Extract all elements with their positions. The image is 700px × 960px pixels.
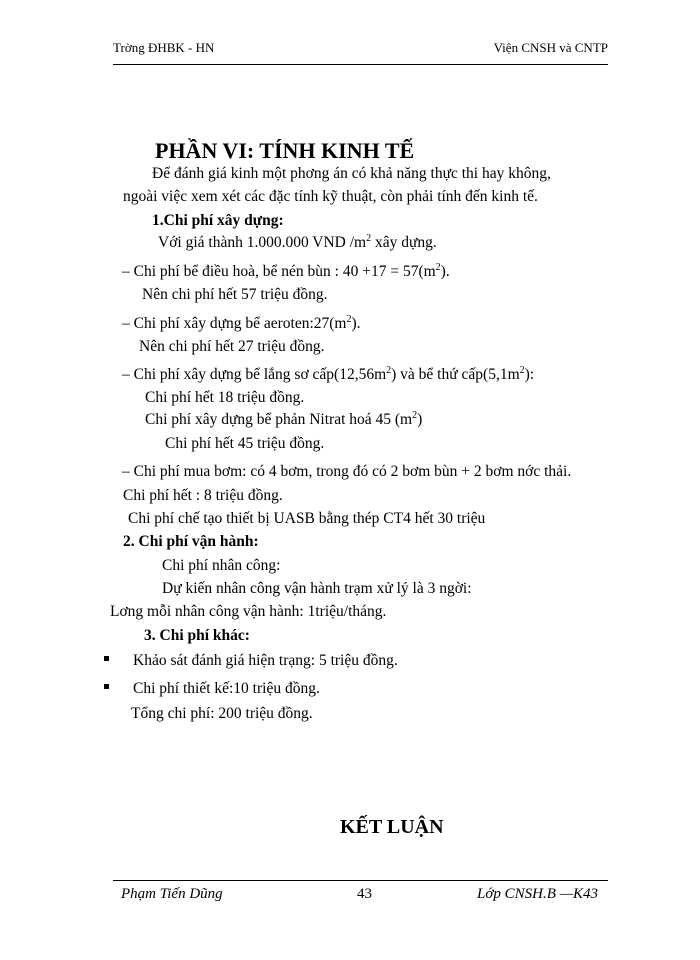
- section-title: PHẦN VI: TÍNH KINH TẾ: [155, 138, 415, 163]
- aerotank-cost: Nên chi phí hết 27 triệu đồng.: [139, 338, 325, 355]
- design-line: Chi phí thiết kế:10 triệu đồng.: [133, 680, 320, 697]
- bullet-icon: [104, 656, 109, 661]
- settling-tank-cost: Chi phí hết 18 triệu đồng.: [145, 389, 305, 406]
- equalization-tank-line: – Chi phí bể điều hoà, bể nén bùn : $40 +17 = 57(m^2)$.: [122, 261, 450, 280]
- total-line: Tổng chi phí: 200 triệu đồng.: [131, 705, 313, 722]
- settling-tank-line: – Chi phí xây dựng bể lắng sơ $cấp(12,56m^2)$ và bể thứ $cấp(5,1m^2)$:: [122, 364, 535, 383]
- page-number: 43: [357, 886, 372, 902]
- footer-class: Lớp CNSH.B —K43: [477, 886, 598, 902]
- labor-line: Chi phí nhân công:: [162, 557, 281, 574]
- header-left: Trờng ĐHBK - HN: [113, 40, 215, 55]
- denitrification-cost: Chi phí hết 45 triệu đồng.: [165, 435, 325, 452]
- conclusion-title: KẾT LUẬN: [340, 816, 444, 838]
- bullet-icon: [104, 684, 109, 689]
- pump-line: – Chi phí mua bơm: có 4 bơm, trong đó có 2 bơm bùn + 2 bơm nớc thải.: [122, 463, 572, 480]
- staff-line: Dự kiến nhân công vận hành trạm xử lý là 3 ngời:: [162, 580, 472, 597]
- header-divider: [113, 64, 608, 65]
- survey-line: Khảo sát đánh giá hiện trạng: 5 triệu đồng.: [133, 652, 398, 669]
- header-right: Viện CNSH và CNTP: [493, 40, 608, 55]
- footer-author: Phạm Tiến Dũng: [121, 886, 223, 902]
- pump-cost: Chi phí hết : 8 triệu đồng.: [123, 487, 283, 504]
- footer-divider: [113, 880, 608, 881]
- intro-line-1: Để đánh giá kinh một phơng án có khả năng thực thi hay không,: [152, 165, 551, 182]
- aerotank-line: – Chi phí xây dựng bể $aeroten:27(m^2)$.: [122, 313, 361, 332]
- intro-line-2: ngoài việc xem xét các đặc tính kỹ thuật, còn phải tính đến kinh tế.: [123, 188, 538, 205]
- operation-heading: 2. Chi phí vận hành:: [123, 533, 259, 550]
- construction-heading: 1.Chi phí xây dựng:: [152, 212, 284, 229]
- other-costs-heading: 3. Chi phí khác:: [144, 627, 250, 644]
- salary-line: Lơng mỗi nhân công vận hành: 1triệu/tháng.: [110, 603, 387, 620]
- unit-price-line: Với giá thành 1.000.000 VND $/m^2$ xây dựng.: [158, 232, 437, 251]
- equalization-cost: Nên chi phí hết 57 triệu đồng.: [142, 286, 328, 303]
- denitrification-line: Chi phí xây dựng bể phản Nitrat hoá 45 $(m^2)$: [145, 409, 423, 428]
- uasb-line: Chi phí chế tạo thiết bị UASB bằng thép CT4 hết 30 triệu: [128, 510, 486, 527]
